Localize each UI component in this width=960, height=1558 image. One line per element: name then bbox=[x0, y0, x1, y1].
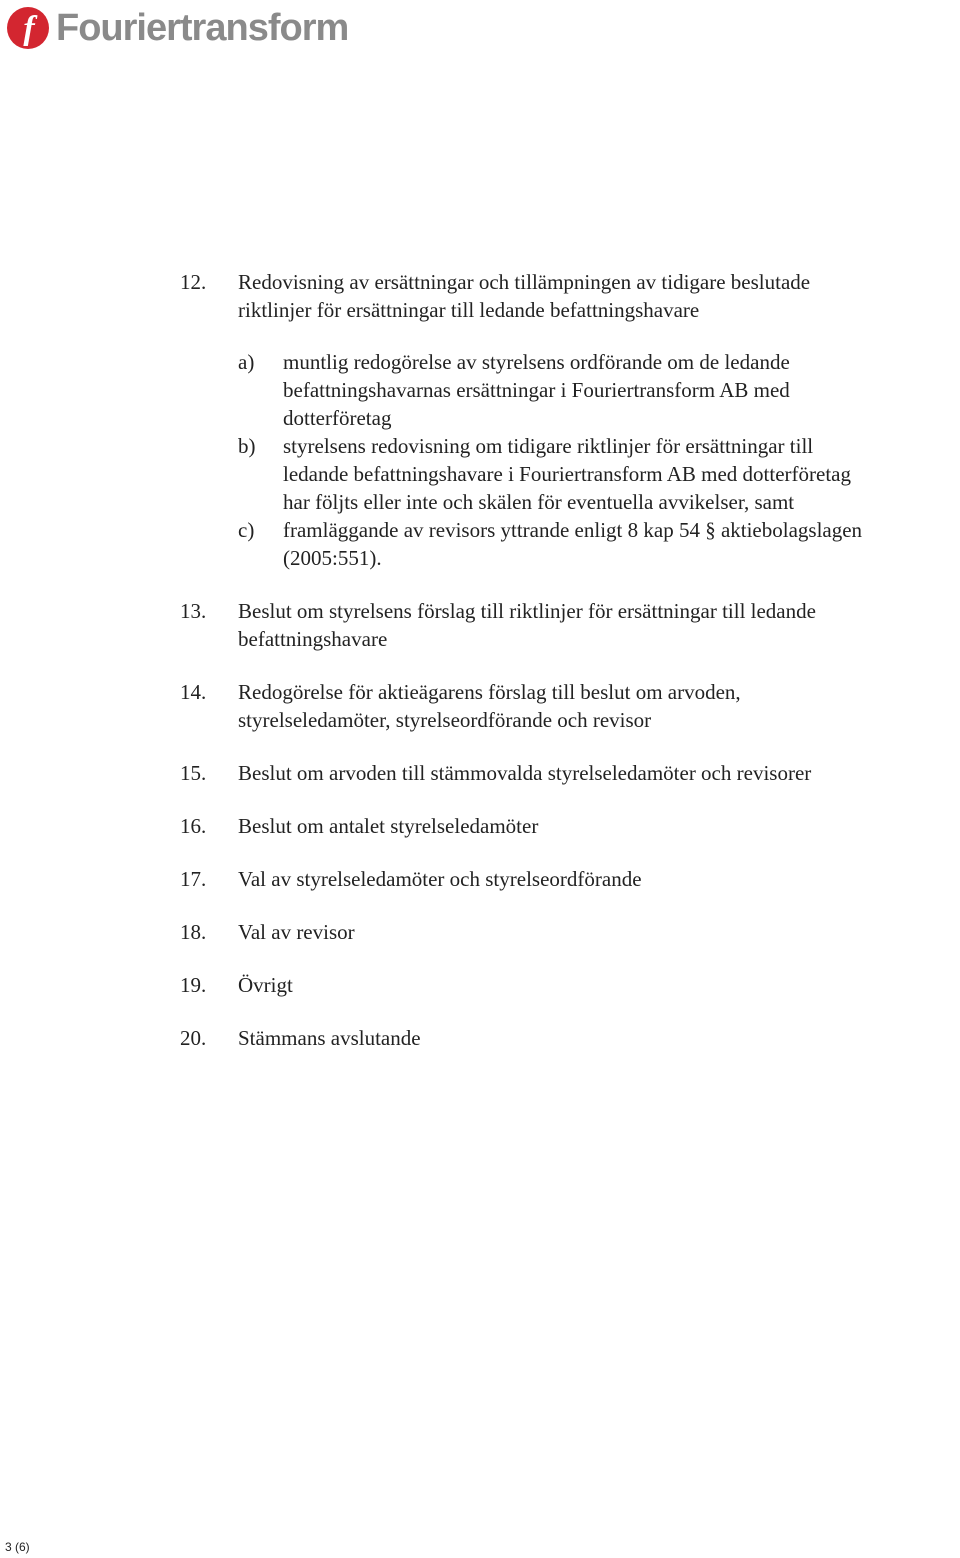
agenda-item-number: 16. bbox=[180, 814, 207, 838]
agenda-subitem-b bbox=[238, 432, 960, 516]
logo-wordmark: Fouriertransform bbox=[56, 7, 349, 49]
agenda-item-13 bbox=[180, 597, 960, 653]
subitem-text: styrelsens redovisning om tidigare riktlinjer för ersättningar till bbox=[283, 434, 814, 458]
subitem-text: har följts eller inte och skälen för eventuella avvikelser, samt bbox=[283, 490, 795, 514]
fouriertransform-logo-icon bbox=[6, 6, 50, 50]
subitem-text: muntlig redogörelse av styrelsens ordförande om de ledande bbox=[283, 350, 790, 374]
agenda-item-18 bbox=[180, 918, 960, 946]
agenda-item-text: Beslut om antalet styrelseledamöter bbox=[238, 814, 539, 838]
agenda-item-text: styrelseledamöter, styrelseordförande och revisor bbox=[238, 708, 652, 732]
subitem-text: befattningshavarnas ersättningar i Fouriertransform AB med bbox=[283, 378, 790, 402]
agenda-item-17 bbox=[180, 865, 960, 893]
agenda-item-text: Val av styrelseledamöter och styrelseordförande bbox=[238, 867, 642, 891]
subitem-text: ledande befattningshavare i Fouriertransform AB med dotterföretag bbox=[283, 462, 851, 486]
agenda-item-16 bbox=[180, 812, 960, 840]
agenda-subitem-c bbox=[238, 516, 960, 572]
subitem-letter: b) bbox=[238, 434, 256, 458]
agenda-item-text: Stämmans avslutande bbox=[238, 1026, 421, 1050]
agenda-item-text: Redovisning av ersättningar och tillämpningen av tidigare beslutade bbox=[238, 270, 811, 294]
agenda-item-20 bbox=[180, 1024, 960, 1052]
agenda-item-number: 13. bbox=[180, 599, 207, 623]
agenda-item-number: 14. bbox=[180, 680, 207, 704]
page-number: 3 (6) bbox=[5, 1540, 30, 1554]
subitem-letter: c) bbox=[238, 518, 255, 542]
agenda-list bbox=[180, 268, 960, 1077]
agenda-item-text: riktlinjer för ersättningar till ledande befattningshavare bbox=[238, 298, 700, 322]
agenda-item-text: Redogörelse för aktieägarens förslag till beslut om arvoden, bbox=[238, 680, 741, 704]
agenda-item-text: befattningshavare bbox=[238, 627, 388, 651]
svg-text:f: f bbox=[23, 10, 35, 47]
agenda-item-12 bbox=[180, 268, 960, 572]
agenda-item-number: 12. bbox=[180, 270, 207, 294]
agenda-item-19 bbox=[180, 971, 960, 999]
subitem-text: framläggande av revisors yttrande enligt 8 kap 54 § aktiebolagslagen bbox=[283, 518, 863, 542]
agenda-item-14 bbox=[180, 678, 960, 734]
agenda-item-number: 20. bbox=[180, 1026, 207, 1050]
agenda-item-number: 15. bbox=[180, 761, 207, 785]
company-logo bbox=[6, 6, 348, 50]
agenda-item-text: Beslut om arvoden till stämmovalda styrelseledamöter och revisorer bbox=[238, 761, 812, 785]
agenda-item-number: 19. bbox=[180, 973, 207, 997]
subitem-text: (2005:551). bbox=[283, 546, 382, 570]
agenda-subitem-a bbox=[238, 348, 960, 432]
subitem-text: dotterföretag bbox=[283, 406, 392, 430]
agenda-item-text: Val av revisor bbox=[238, 920, 355, 944]
agenda-item-number: 17. bbox=[180, 867, 207, 891]
agenda-item-text: Beslut om styrelsens förslag till riktlinjer för ersättningar till ledande bbox=[238, 599, 816, 623]
agenda-sublist bbox=[238, 348, 960, 572]
agenda-item-text: Övrigt bbox=[238, 973, 293, 997]
agenda-item-15 bbox=[180, 759, 960, 787]
agenda-item-number: 18. bbox=[180, 920, 207, 944]
subitem-letter: a) bbox=[238, 350, 255, 374]
